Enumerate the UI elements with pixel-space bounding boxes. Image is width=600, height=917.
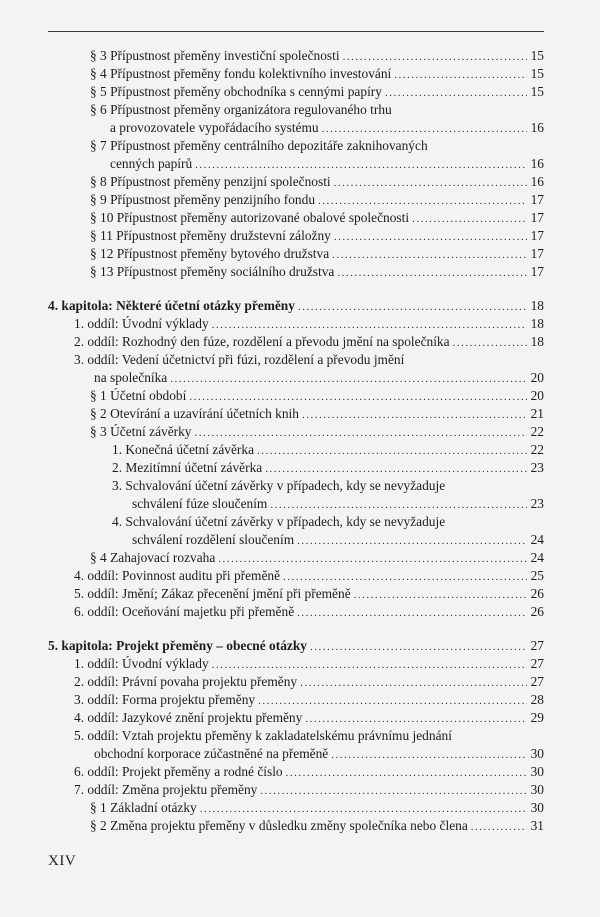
toc-entry-title: 4. Schvalování účetní závěrky v případech, kdy se nevyžaduje [112,514,446,529]
dot-leader [300,674,527,692]
toc-page-number: 29 [530,710,544,725]
toc-entry [48,101,544,119]
toc-page-number: 21 [530,406,544,421]
toc-entry-title: 3. Schvalování účetní závěrky v případech, kdy se nevyžaduje [112,478,446,493]
toc-entry [48,209,544,227]
toc-page-number: 26 [530,604,544,619]
toc-entry-title: schválení rozdělení sloučením [132,532,295,547]
dot-leader [212,656,527,674]
toc-entry-title: 3. oddíl: Forma projektu přeměny [74,692,256,707]
toc-entry-title: 3. oddíl: Vedení účetnictví při fúzi, rozdělení a převodu jmění [74,352,405,367]
dot-leader [257,442,527,460]
toc-page-number: 18 [530,298,544,313]
toc-page-number: 18 [530,334,544,349]
toc-entry [48,531,544,549]
dot-leader [170,370,527,388]
toc-entry [48,799,544,817]
toc-entry-title: cenných papírů [110,156,193,171]
toc-page-number: 22 [530,424,544,439]
toc-entry-title: § 2 Změna projektu přeměny v důsledku změny společníka nebo člena [90,818,468,833]
dot-leader [283,568,527,586]
toc-page-number: 27 [530,674,544,689]
dot-leader [354,586,527,604]
toc-entry-title: 5. oddíl: Vztah projektu přeměny k zakladatelskému právnímu jednání [74,728,452,743]
toc-page-number: 23 [530,496,544,511]
dot-leader [297,604,527,622]
toc-entry-title: § 9 Přípustnost přeměny penzijního fondu [90,192,316,207]
toc-entry [48,65,544,83]
toc-entry [48,173,544,191]
toc-entry-title: 2. oddíl: Rozhodný den fúze, rozdělení a převodu jmění na společníka [74,334,450,349]
toc-entry-title: 4. oddíl: Jazykové znění projektu přeměny [74,710,303,725]
toc-entry-title: 2. Mezitímní účetní závěrka [112,460,263,475]
dot-leader [337,264,527,282]
toc-entry [48,155,544,173]
toc-entry-title: 5. oddíl: Jmění; Zákaz přecenění jmění při přeměně [74,586,351,601]
toc-page-number: 26 [530,586,544,601]
toc-entry [48,477,544,495]
toc-entry-title: 5. kapitola: Projekt přeměny – obecné otázky [48,638,307,653]
toc-page-number: 17 [530,210,544,225]
toc-page-number: 30 [530,746,544,761]
toc-page-number: 23 [530,460,544,475]
toc-page-number: 24 [530,550,544,565]
toc-entry-title: § 4 Přípustnost přeměny fondu kolektivního investování [90,66,392,81]
dot-leader [412,210,527,228]
toc-entry [48,709,544,727]
dot-leader [260,782,527,800]
toc-entry-title: § 7 Přípustnost přeměny centrálního depozitáře zaknihovaných [90,138,428,153]
toc-entry [48,441,544,459]
toc-page-number: 24 [530,532,544,547]
toc-entry [48,655,544,673]
dot-leader [302,406,527,424]
dot-leader [195,156,527,174]
toc-entry [48,351,544,369]
toc-page-number: 16 [530,174,544,189]
toc-entry-title: 6. oddíl: Projekt přeměny a rodné číslo [74,764,283,779]
toc-page-number: 27 [530,638,544,653]
dot-leader [471,818,527,836]
toc-entry [48,387,544,405]
toc-page-number: 25 [530,568,544,583]
section-gap [48,621,544,637]
toc-entry-title: schválení fúze sloučením [132,496,268,511]
toc-entry-title: § 11 Přípustnost přeměny družstevní záložny [90,228,331,243]
toc-page-number: 20 [530,388,544,403]
dot-leader [318,192,527,210]
toc-page-number: 17 [530,192,544,207]
toc-entry-title: § 1 Základní otázky [90,800,197,815]
toc-page-number: 18 [530,316,544,331]
toc-entry-title: § 2 Otevírání a uzavírání účetních knih [90,406,299,421]
dot-leader [332,246,527,264]
toc-entry-title: 7. oddíl: Změna projektu přeměny [74,782,258,797]
toc-entry-title: § 10 Přípustnost přeměny autorizované obalové společnosti [90,210,410,225]
dot-leader [343,48,527,66]
toc-entry [48,763,544,781]
dot-leader [298,298,527,316]
toc-entry-title: na společníka [94,370,168,385]
toc-entry [48,315,544,333]
toc-entry-title: § 8 Přípustnost přeměny penzijní společnosti [90,174,331,189]
toc-entry [48,727,544,745]
dot-leader [286,764,527,782]
toc-entry-title: 1. oddíl: Úvodní výklady [74,656,209,671]
toc-entry [48,245,544,263]
toc-chapter-entry [48,637,544,655]
dot-leader [212,316,527,334]
toc-entry [48,495,544,513]
toc-page-number: 15 [530,66,544,81]
toc-entry-title: 6. oddíl: Oceňování majetku při přeměně [74,604,295,619]
toc-entry [48,369,544,387]
toc-page-number: 30 [530,782,544,797]
toc-entry [48,745,544,763]
toc-entry [48,781,544,799]
toc-entry-title: 4. kapitola: Některé účetní otázky přeměny [48,298,295,313]
toc-entry [48,191,544,209]
toc-page-number: 31 [530,818,544,833]
dot-leader [297,532,527,550]
toc-entry-title: § 3 Účetní závěrky [90,424,192,439]
toc-entry [48,513,544,531]
dot-leader [265,460,527,478]
dot-leader [385,84,527,102]
toc-entry [48,423,544,441]
toc-entry-title: § 6 Přípustnost přeměny organizátora regulovaného trhu [90,102,392,117]
toc-page-number: 22 [530,442,544,457]
toc-page-number: 17 [530,264,544,279]
toc-page-number: 27 [530,656,544,671]
toc-page-number: 16 [530,120,544,135]
dot-leader [310,638,527,656]
dot-leader [305,710,527,728]
toc-entry [48,673,544,691]
toc-entry [48,603,544,621]
dot-leader [195,424,527,442]
toc-entry-title: § 4 Zahajovací rozvaha [90,550,216,565]
toc-page-number: 30 [530,764,544,779]
page-number: XIV [48,853,77,869]
toc-entry-title: § 12 Přípustnost přeměny bytového družstva [90,246,330,261]
toc-entry-title: 4. oddíl: Povinnost auditu při přeměně [74,568,281,583]
dot-leader [189,388,527,406]
header-rule [48,31,544,32]
dot-leader [334,174,527,192]
dot-leader [322,120,527,138]
dot-leader [394,66,527,84]
toc-entry [48,405,544,423]
dot-leader [331,746,527,764]
toc-entry [48,227,544,245]
toc-page-number: 17 [530,246,544,261]
toc-entry-title: § 5 Přípustnost přeměny obchodníka s cennými papíry [90,84,382,99]
toc-entry-title: § 1 Účetní období [90,388,187,403]
toc-page-number: 16 [530,156,544,171]
dot-leader [453,334,527,352]
toc-entry-title: 1. oddíl: Úvodní výklady [74,316,209,331]
dot-leader [258,692,527,710]
toc-entry-title: § 13 Přípustnost přeměny sociálního družstva [90,264,335,279]
toc-entry [48,119,544,137]
toc-page-number: 20 [530,370,544,385]
toc-entry [48,333,544,351]
toc-entry [48,691,544,709]
toc-entry [48,83,544,101]
toc-entry-title: § 3 Přípustnost přeměny investiční společnosti [90,48,340,63]
table-of-contents [48,47,544,835]
toc-page-number: 28 [530,692,544,707]
toc-entry [48,549,544,567]
toc-entry-title: a provozovatele vypořádacího systému [110,120,319,135]
toc-chapter-entry [48,297,544,315]
toc-entry-title: 1. Konečná účetní závěrka [112,442,255,457]
dot-leader [200,800,527,818]
toc-entry [48,263,544,281]
dot-leader [270,496,527,514]
toc-entry [48,817,544,835]
toc-entry-title: 2. oddíl: Právní povaha projektu přeměny [74,674,298,689]
toc-page-number: 15 [530,48,544,63]
toc-entry [48,567,544,585]
toc-entry [48,585,544,603]
toc-entry-title: obchodní korporace zúčastněné na přeměně [94,746,329,761]
toc-page-number: 30 [530,800,544,815]
toc-entry [48,47,544,65]
dot-leader [218,550,527,568]
toc-page-number: 17 [530,228,544,243]
toc-entry [48,137,544,155]
dot-leader [334,228,527,246]
toc-page-number: 15 [530,84,544,99]
section-gap [48,281,544,297]
toc-entry [48,459,544,477]
